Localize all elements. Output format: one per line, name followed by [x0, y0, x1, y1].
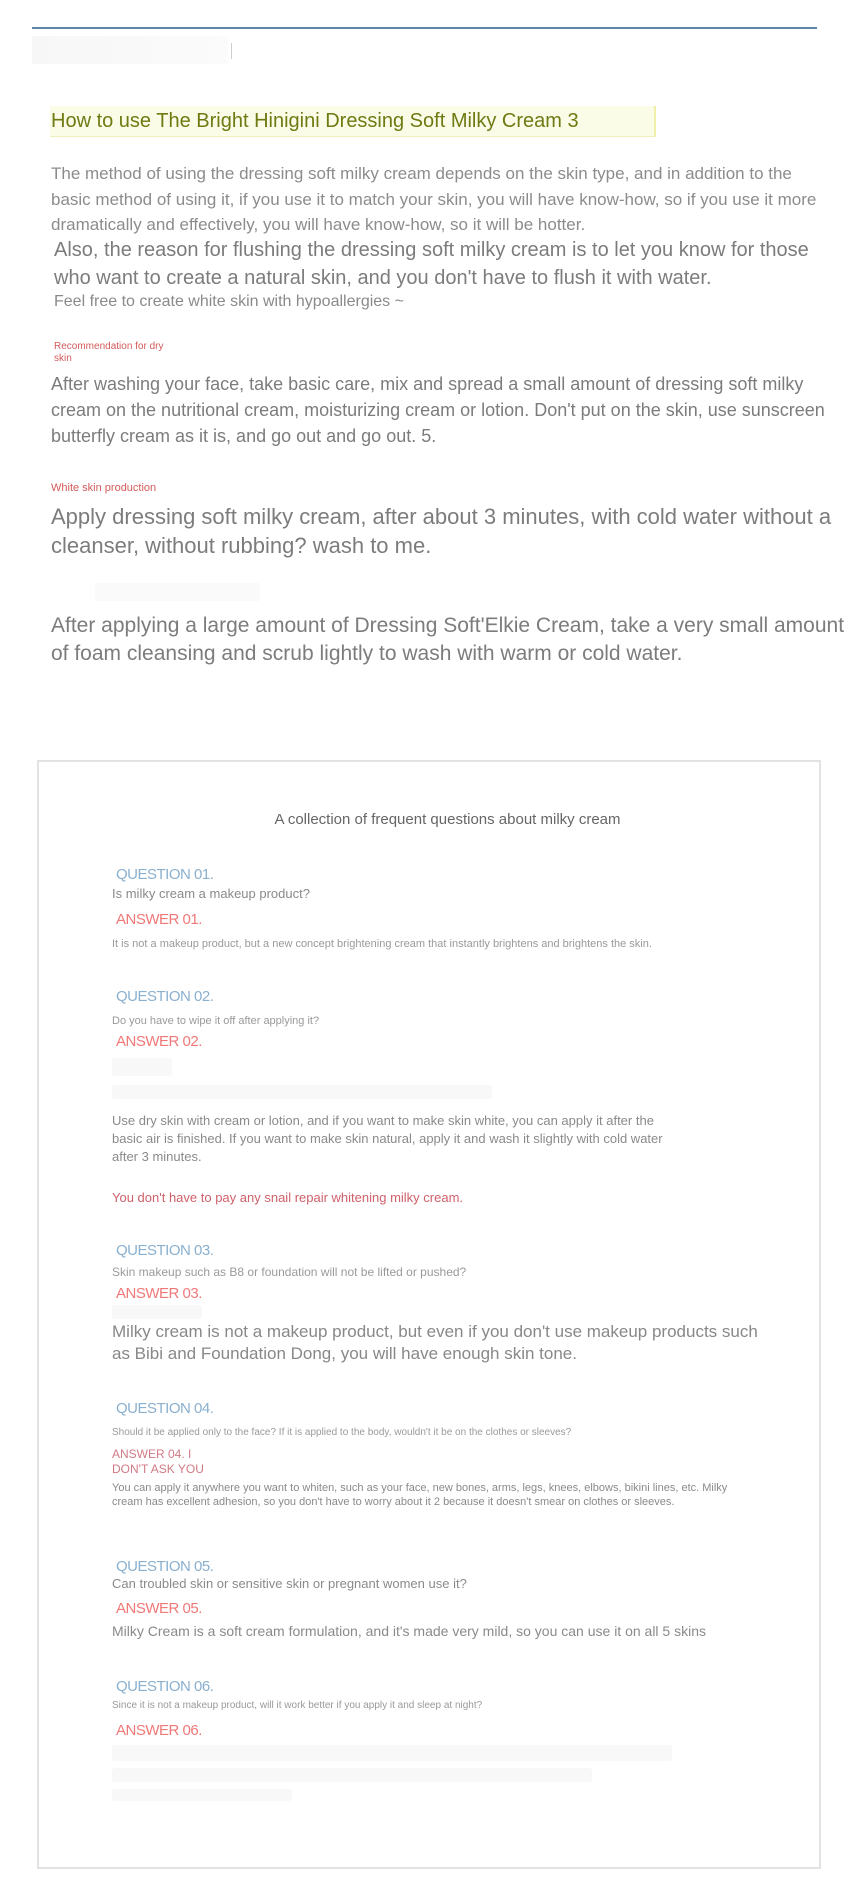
- faint-header-tick: [231, 43, 232, 59]
- intro-paragraph: The method of using the dressing soft milky cream depends on the skin type, and in addition to the basic method of using it, if you use it to match your skin, you will have know-how, so if you use it more dramatically and effectively, you will have know-how, so it will be hotter.: [51, 164, 817, 234]
- white-skin-label: White skin production: [51, 482, 157, 494]
- answer-03-text: Milky cream is not a makeup product, but even if you don't use makeup products such as Bibi and Foundation Dong, you will have enough skin tone.: [112, 1322, 758, 1363]
- question-02-text: Do you have to wipe it off after applying it?: [112, 1015, 320, 1027]
- faded-text-block: [112, 1789, 292, 1801]
- answer-05-label: ANSWER 05.: [116, 1600, 202, 1617]
- answer-04-text: You can apply it anywhere you want to whiten, such as your face, new bones, arms, legs, knees, elbows, bikini lines, etc. Milky cream has excellent adhesion, so you don't have to worry about it 2 because it doesn't smear on clothes or sleeves.: [112, 1482, 728, 1508]
- page-title: How to use The Bright Hinigini Dressing Soft Milky Cream 3: [51, 110, 579, 132]
- faq-title: A collection of frequent questions about milky cream: [274, 811, 621, 828]
- faint-mid-strip: [95, 583, 260, 601]
- cleansing-paragraph: After applying a large amount of Dressing Soft'Elkie Cream, take a very small amount of foam cleansing and scrub lightly to wash with warm or cold water.: [51, 614, 845, 665]
- question-04-label: QUESTION 04.: [116, 1400, 214, 1417]
- answer-02-text: Use dry skin with cream or lotion, and if you want to make skin white, you can apply it after the basic air is finished. If you want to make skin natural, apply it and wash it slightly with cold water after 3 minutes.: [112, 1113, 663, 1164]
- answer-06-label: ANSWER 06.: [116, 1722, 202, 1739]
- answer-01-label: ANSWER 01.: [116, 911, 202, 928]
- also-paragraph: Also, the reason for flushing the dressing soft milky cream is to let you know for those who want to create a natural skin, and you don't have to flush it with water.: [54, 239, 809, 289]
- question-06-text: Since it is not a makeup product, will it work better if you apply it and sleep at night?: [112, 1700, 483, 1711]
- question-02-label: QUESTION 02.: [116, 988, 214, 1005]
- question-06-label: QUESTION 06.: [116, 1678, 214, 1695]
- question-01-label: QUESTION 01.: [116, 866, 214, 883]
- answer-05-text: Milky Cream is a soft cream formulation, and it's made very mild, so you can use it on all 5 skins: [112, 1623, 707, 1639]
- question-05-text: Can troubled skin or sensitive skin or pregnant women use it?: [112, 1576, 467, 1591]
- free-note: Feel free to create white skin with hypoallergies ~: [54, 293, 404, 310]
- question-03-text: Skin makeup such as B8 or foundation will not be lifted or pushed?: [112, 1265, 467, 1279]
- faded-text-block: [112, 1305, 202, 1319]
- faded-text-block: [112, 1085, 492, 1099]
- top-divider: [32, 27, 817, 29]
- question-04-text: Should it be applied only to the face? If it is applied to the body, wouldn't it be on the clothes or sleeves?: [112, 1427, 572, 1438]
- answer-01-text: It is not a makeup product, but a new concept brightening cream that instantly brightens and brightens the skin.: [112, 938, 652, 950]
- answer-03-label: ANSWER 03.: [116, 1285, 202, 1302]
- dry-skin-label: Recommendation for dry skin: [54, 341, 164, 364]
- question-03-label: QUESTION 03.: [116, 1242, 214, 1259]
- question-05-label: QUESTION 05.: [116, 1558, 214, 1575]
- answer-02-note: You don't have to pay any snail repair whitening milky cream.: [112, 1190, 464, 1205]
- dry-skin-paragraph: After washing your face, take basic care, mix and spread a small amount of dressing soft milky cream on the nutritional cream, moisturizing cream or lotion. Don't put on the skin, use sunscreen butterfly cream as it is, and go out and go out. 5.: [51, 374, 825, 446]
- white-skin-paragraph: Apply dressing soft milky cream, after about 3 minutes, with cold water without a cleanser, without rubbing? wash to me.: [51, 504, 832, 558]
- answer-02-label: ANSWER 02.: [116, 1033, 202, 1050]
- answer-04-label: ANSWER 04. I DON'T ASK YOU: [112, 1447, 204, 1476]
- faint-header-strip: [32, 36, 228, 64]
- question-01-text: Is milky cream a makeup product?: [112, 886, 310, 901]
- faded-text-block: [112, 1745, 672, 1761]
- faded-text-block: [112, 1058, 172, 1076]
- faded-text-block: [112, 1768, 592, 1782]
